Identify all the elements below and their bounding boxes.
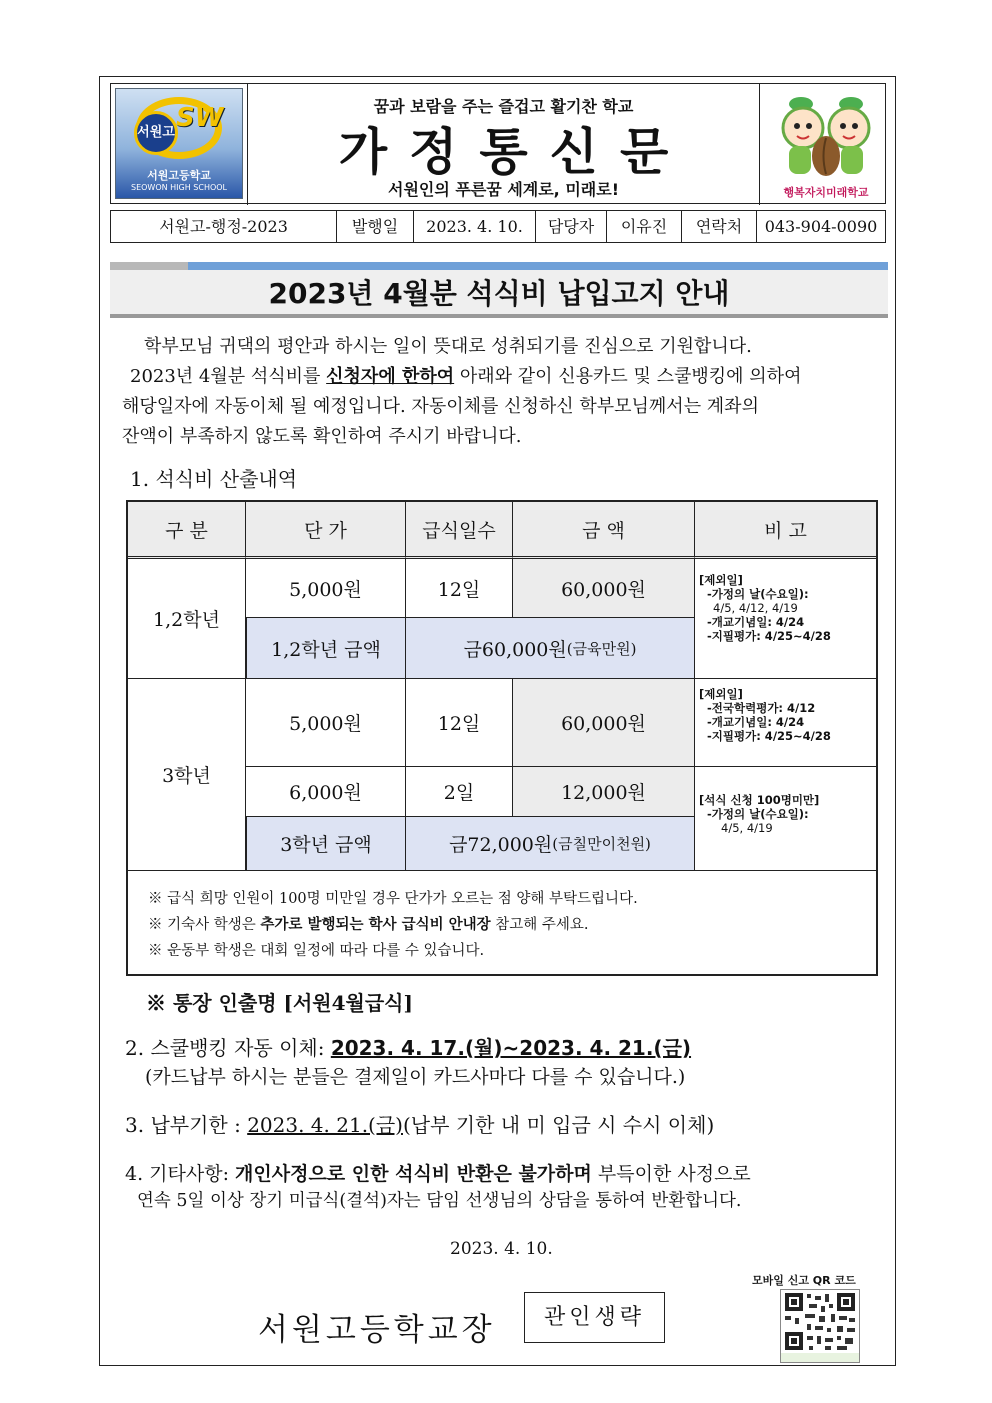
g3-total-label: 3학년 금액 bbox=[246, 816, 406, 871]
g12-amount: 60,000원 bbox=[513, 559, 695, 618]
intro-line-3: 해당일자에 자동이체 될 예정입니다. 자동이체를 신청하신 학부모님께서는 계좌의 bbox=[122, 396, 759, 417]
g12-remarks bbox=[695, 559, 876, 679]
band-underline bbox=[110, 314, 888, 318]
table-footnote-1: ※ 급식 희망 인원이 100명 미만일 경우 단가가 오르는 점 양해 부탁드립니다. bbox=[148, 891, 638, 907]
meal-fee-table bbox=[126, 500, 878, 976]
logo-emblem: 서원고 bbox=[134, 111, 178, 155]
contact-number: 043-904-0090 bbox=[756, 210, 886, 243]
manager-label: 담당자 bbox=[535, 210, 607, 243]
intro-line-2 bbox=[130, 362, 872, 392]
footnote-text: ※ 기숙사 학생은 bbox=[148, 917, 261, 933]
remark-line: -개교기념일: 4/24 bbox=[707, 715, 805, 729]
remark-line: 4/5, 4/19 bbox=[721, 821, 773, 835]
col-header: 금 액 bbox=[513, 502, 695, 559]
principal-signature: 서원고등학교장 bbox=[258, 1312, 496, 1348]
g12-total-value bbox=[405, 617, 695, 679]
item-4-emphasis: 개인사정으로 인한 석식비 반환은 불가하며 bbox=[235, 1163, 592, 1185]
issue-date: 2023. 4. 10. bbox=[413, 210, 536, 243]
divider bbox=[759, 84, 760, 205]
remark-line: -가정의 날(수요일): bbox=[707, 587, 809, 601]
remark-line: [제외일] bbox=[699, 687, 743, 701]
g12-days: 12일 bbox=[406, 559, 513, 618]
item-4-label: 4. 기타사항: bbox=[125, 1163, 236, 1185]
g3-total-words: (금칠만이천원) bbox=[552, 835, 651, 853]
item-2-sub: (카드납부 하시는 분들은 결제일이 카드사마다 다를 수 있습니다.) bbox=[145, 1066, 686, 1088]
document-page bbox=[99, 76, 896, 1366]
intro-text: 2023년 4월분 석식비를 bbox=[130, 366, 327, 387]
remark-line: -지필평가: 4/25~4/28 bbox=[707, 629, 831, 643]
mascot-caption: 행복자치미래학교 bbox=[783, 186, 869, 199]
g3-days-2: 2일 bbox=[406, 767, 513, 817]
qr-label: 모바일 신고 QR 코드 bbox=[752, 1274, 856, 1287]
item-2-label: 2. 스쿨뱅킹 자동 이체: bbox=[125, 1036, 331, 1060]
item-3-label: 3. 납부기한 : bbox=[125, 1113, 248, 1137]
col-header: 구 분 bbox=[128, 502, 246, 559]
remarks-text bbox=[699, 687, 831, 743]
footer-date: 2023. 4. 10. bbox=[450, 1239, 553, 1259]
logo-sw-mark: SW bbox=[176, 103, 224, 133]
school-logo bbox=[115, 88, 243, 199]
bankbook-note: ※ 통장 인출명 [서원4월급식] bbox=[146, 991, 413, 1015]
qr-code-icon bbox=[781, 1290, 859, 1362]
g3-amount-1: 60,000원 bbox=[513, 679, 695, 767]
g3-remarks-1 bbox=[695, 679, 876, 767]
g12-total-number: 금60,000원 bbox=[463, 638, 567, 661]
item-3 bbox=[125, 1109, 714, 1138]
col-header: 급식일수 bbox=[406, 502, 513, 559]
g3-total-value bbox=[405, 816, 695, 871]
mascot-icon bbox=[771, 90, 881, 182]
g12-total-label: 1,2학년 금액 bbox=[246, 617, 406, 679]
grade-12-label: 1,2학년 bbox=[128, 559, 246, 679]
intro-line-1: 학부모님 귀댁의 평안과 하시는 일이 뜻대로 성취되기를 진심으로 기원합니다. bbox=[144, 336, 752, 357]
header-frame bbox=[110, 83, 886, 204]
g3-total-number: 금72,000원 bbox=[449, 834, 553, 856]
g12-total-words: (금육만원) bbox=[566, 639, 637, 658]
g12-price: 5,000원 bbox=[246, 559, 406, 618]
item-2-dates: 2023. 4. 17.(월)~2023. 4. 21.(금) bbox=[330, 1036, 692, 1060]
table-footnote-2 bbox=[148, 913, 589, 934]
remarks-text bbox=[699, 793, 819, 835]
g3-amount-2: 12,000원 bbox=[513, 767, 695, 817]
remark-line: -개교기념일: 4/24 bbox=[707, 615, 805, 629]
newsletter-header bbox=[110, 83, 886, 245]
table-footnote-3: ※ 운동부 학생은 대회 일정에 따라 다를 수 있습니다. bbox=[148, 943, 485, 959]
seal-box: 관인생략 bbox=[524, 1292, 665, 1343]
remark-line: -전국학력평가: 4/12 bbox=[707, 701, 816, 715]
newsletter-title: 가정통신문 bbox=[338, 123, 691, 181]
col-header: 비 고 bbox=[695, 502, 876, 559]
g3-price-1: 5,000원 bbox=[246, 679, 406, 767]
remark-line: -지필평가: 4/25~4/28 bbox=[707, 729, 831, 743]
notice-title: 2023년 4월분 석식비 납입고지 안내 bbox=[268, 277, 730, 310]
mascot-image bbox=[771, 90, 881, 198]
g3-days-1: 12일 bbox=[406, 679, 513, 767]
qr-code bbox=[780, 1289, 860, 1363]
item-4 bbox=[125, 1159, 751, 1186]
g3-remarks-2 bbox=[695, 767, 876, 871]
band-stripe bbox=[110, 262, 888, 270]
remark-line: -가정의 날(수요일): bbox=[707, 807, 809, 821]
remark-line: 4/5, 4/12, 4/19 bbox=[713, 601, 798, 615]
footnote-text: 참고해 주세요. bbox=[490, 917, 589, 933]
remark-line: [제외일] bbox=[699, 573, 743, 587]
col-header: 단 가 bbox=[246, 502, 406, 559]
section-1-heading: 1. 석식비 산출내역 bbox=[130, 467, 298, 491]
logo-school-eng: SEOWON HIGH SCHOOL bbox=[130, 183, 228, 192]
intro-emphasis: 신청자에 한하여 bbox=[326, 366, 455, 387]
item-3-date: 2023. 4. 21.(금) bbox=[247, 1113, 403, 1137]
item-3-rest: (납부 기한 내 미 입금 시 수시 이체) bbox=[402, 1113, 715, 1137]
issue-date-label: 발행일 bbox=[336, 210, 414, 243]
logo-school-name: 서원고등학교 bbox=[147, 169, 211, 182]
footnote-emphasis: 추가로 발행되는 학사 급식비 안내장 bbox=[260, 917, 491, 933]
school-motto: 서원인의 푸른꿈 세계로, 미래로! bbox=[387, 180, 619, 199]
remarks-text bbox=[699, 573, 831, 643]
grade-3-label: 3학년 bbox=[128, 679, 246, 871]
notice-title-band bbox=[110, 262, 888, 318]
doc-number: 서원고-행정-2023 bbox=[110, 210, 337, 243]
remark-line: [석식 신청 100명미만] bbox=[699, 793, 820, 807]
school-slogan: 꿈과 보람을 주는 즐겁고 활기찬 학교 bbox=[373, 97, 634, 116]
manager-name: 이유진 bbox=[606, 210, 682, 243]
intro-text: 아래와 같이 신용카드 및 스쿨뱅킹에 의하여 bbox=[454, 366, 802, 387]
intro-line-4: 잔액이 부족하지 않도록 확인하여 주시기 바랍니다. bbox=[122, 426, 522, 447]
g3-price-2: 6,000원 bbox=[246, 767, 406, 817]
item-4-line-2: 연속 5일 이상 장기 미급식(결석)자는 담임 선생님의 상담을 통하여 반환합니다. bbox=[137, 1191, 742, 1211]
item-2 bbox=[125, 1032, 691, 1061]
item-4-rest: 부득이한 사정으로 bbox=[591, 1163, 751, 1185]
contact-label: 연락처 bbox=[681, 210, 757, 243]
